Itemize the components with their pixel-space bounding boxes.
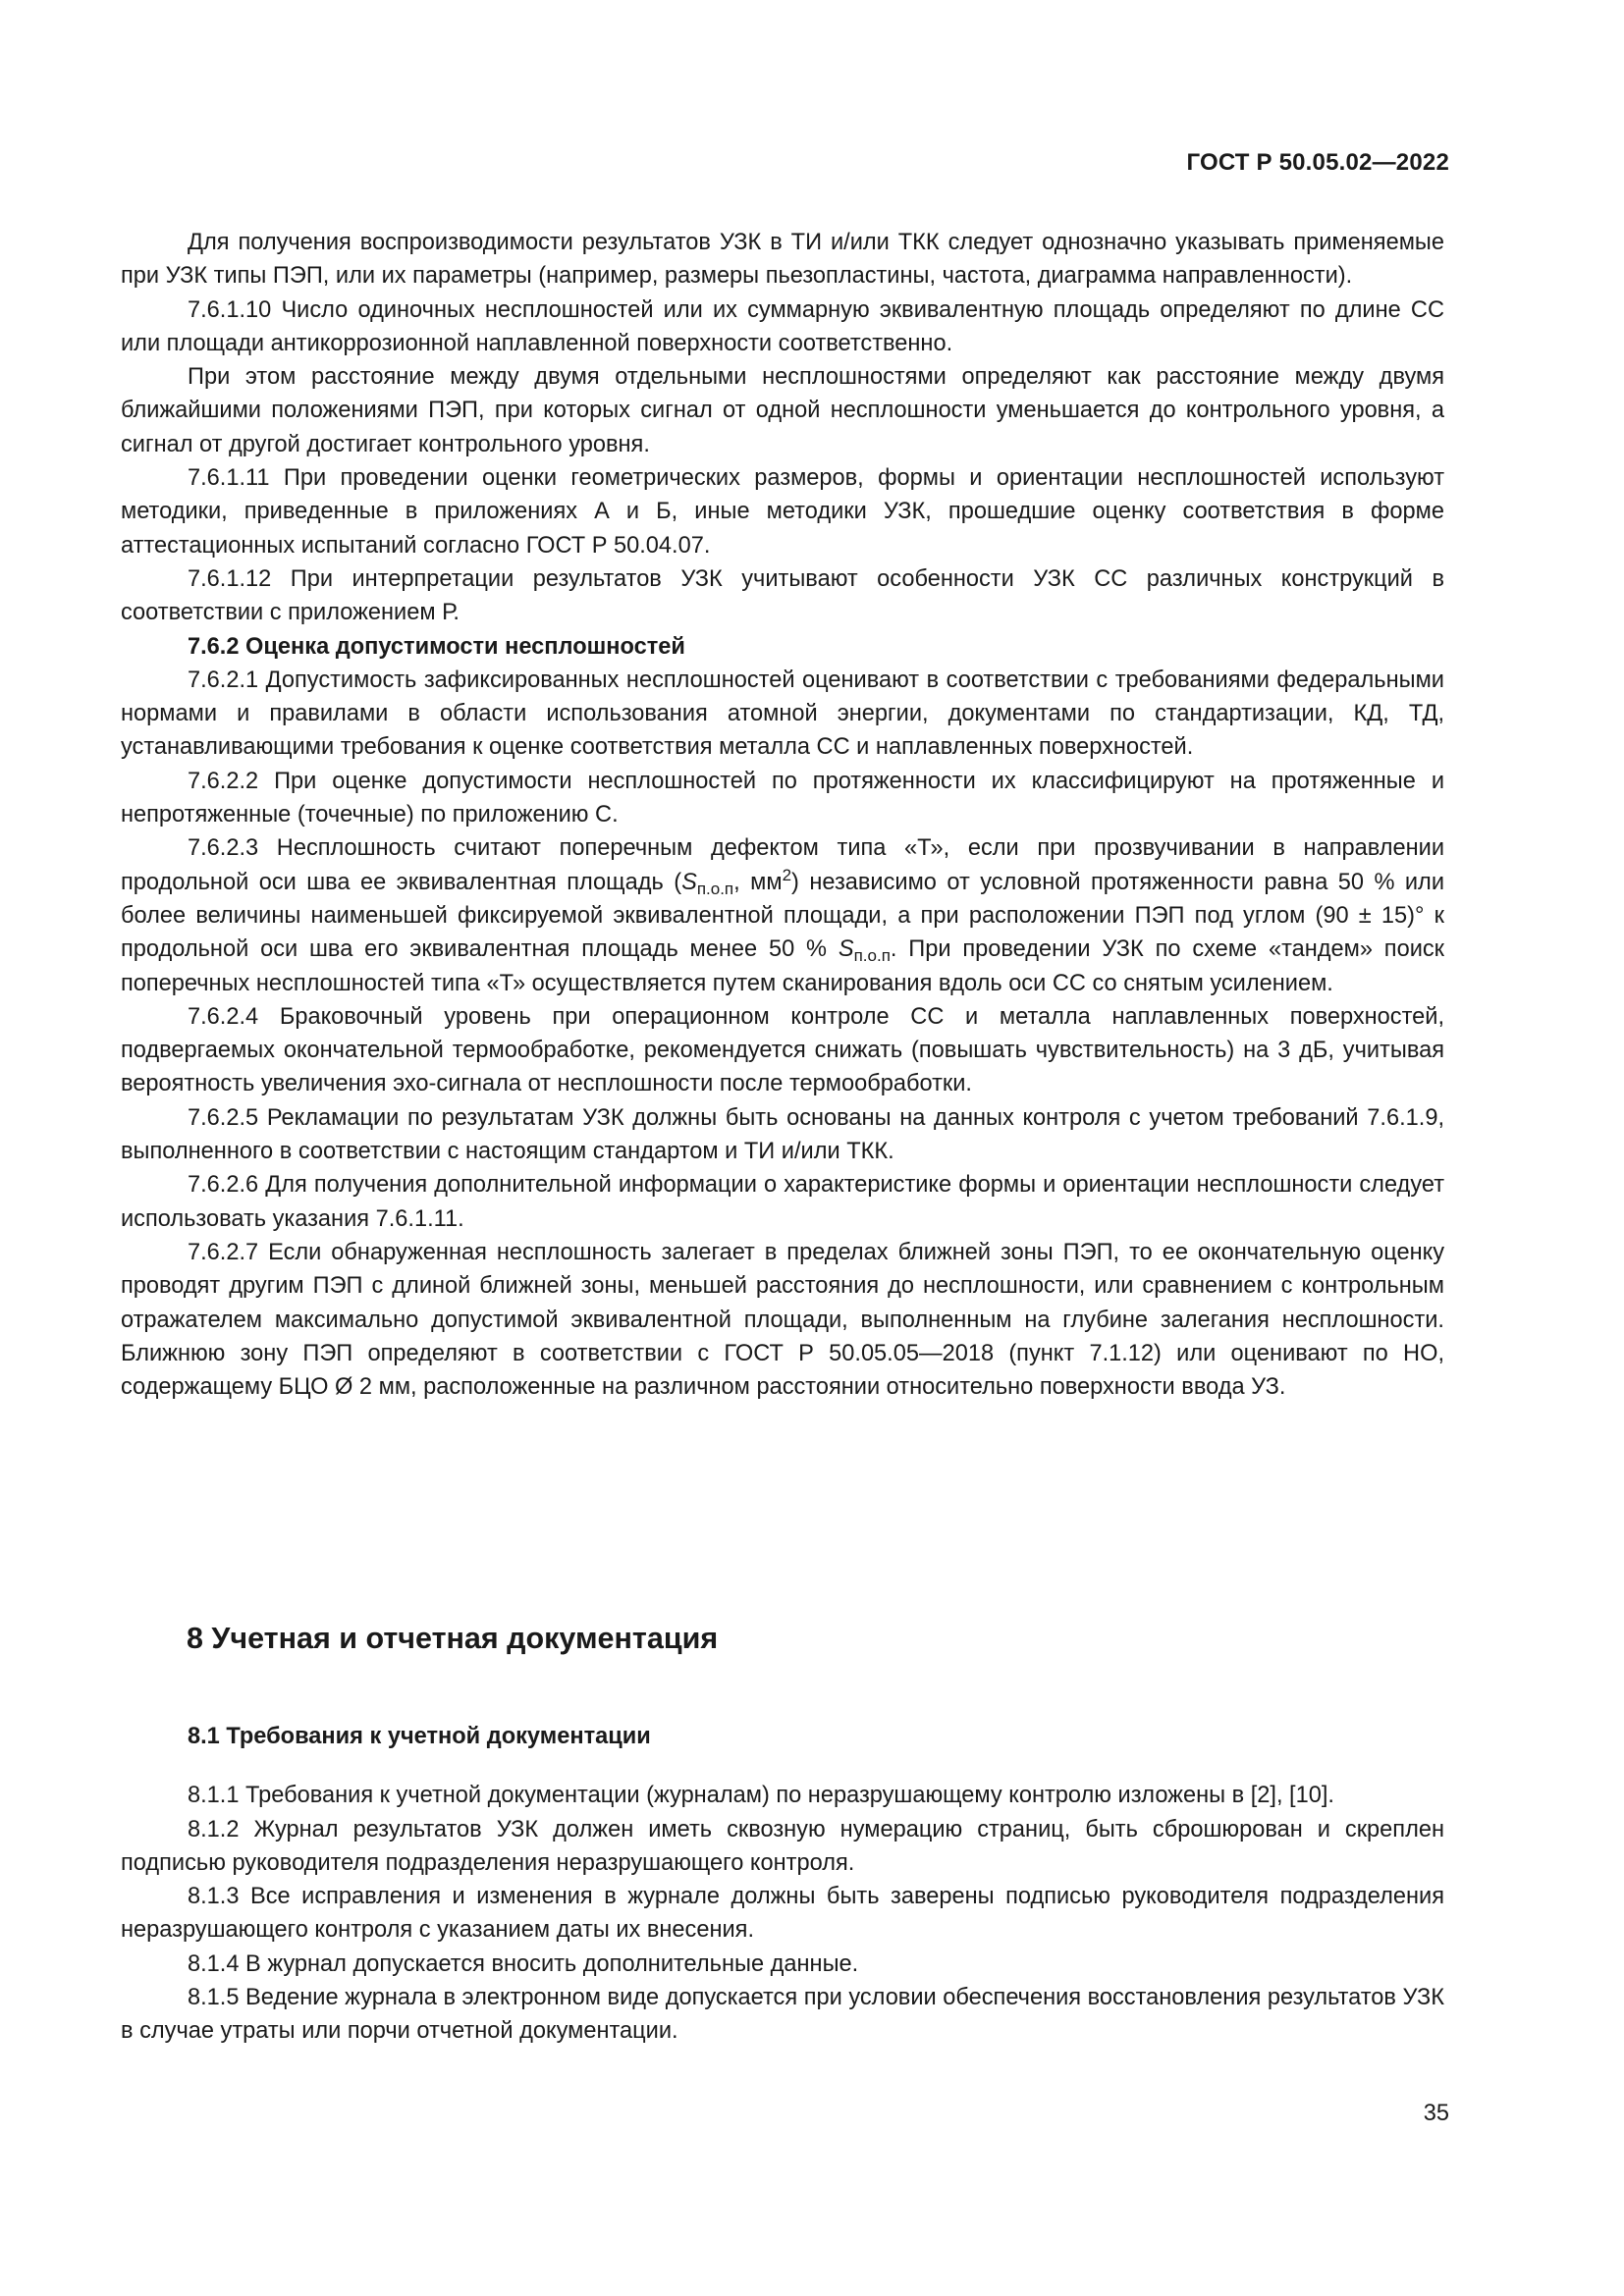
subscript: п.о.п <box>696 879 734 898</box>
subscript: п.о.п <box>853 946 891 966</box>
paragraph: Для получения воспроизводимости результатов УЗК в ТИ и/или ТКК следует однозначно указывать применяемые при УЗК типы ПЭП, или их параметры (например, размеры пьезопластины, частота, диаграмма направленности). <box>121 230 1444 290</box>
paragraph-7-6-2-1: 7.6.2.1 Допустимость зафиксированных несплошностей оценивают в соответствии с требованиями федеральными нормами и правилами в области использования атомной энергии, документами по стандартизации, КД, ТД, устанавливающими требования к оценке соответствия металла СС и наплавленных поверхностей. <box>121 667 1444 761</box>
text-run: , мм <box>733 869 783 895</box>
paragraph-7-6-2-5: 7.6.2.5 Рекламации по результатам УЗК должны быть основаны на данных контроля с учетом требований 7.6.1.9, выполненного в соответствии с настоящим стандартом и ТИ и/или ТКК. <box>121 1104 1444 1165</box>
body-text-8-1 <box>121 1720 1444 2049</box>
paragraph-8-1-3: 8.1.3 Все исправления и изменения в журнале должны быть заверены подписью руководителя подразделения неразрушающего контроля с указанием даты их внесения. <box>121 1884 1444 1944</box>
subsection-heading-7-6-2: 7.6.2 Оценка допустимости несплошностей <box>188 633 685 660</box>
document-code: ГОСТ Р 50.05.02—2022 <box>1186 149 1449 176</box>
symbol-s: S <box>681 869 697 895</box>
paragraph-7-6-2-6: 7.6.2.6 Для получения дополнительной информации о характеристике формы и ориентации несплошности следует использовать указания 7.6.1.11. <box>121 1172 1444 1232</box>
paragraph-7-6-2-2: 7.6.2.2 При оценке допустимости несплошностей по протяженности их классифицируют на протяженные и непротяженные (точечные) по приложению С. <box>121 768 1444 828</box>
paragraph-7-6-2-3 <box>121 831 1444 999</box>
text-run: 7.6.2.3 Несплошность считают поперечным дефектом типа «Т», если при прозвучивании в направлении продольной оси шва ее эквивалентная площадь ( <box>121 835 1444 895</box>
paragraph-8-1-1: 8.1.1 Требования к учетной документации (журналам) по неразрушающему контролю изложены в [2], [10]. <box>188 1783 1334 1809</box>
paragraph-7-6-2-7: 7.6.2.7 Если обнаруженная несплошность залегает в пределах ближней зоны ПЭП, то ее окончательную оценку проводят другим ПЭП с длиной ближней зоны, меньшей расстояния до несплошности, или сравнением с контрольным отражателем максимально допустимой эквивалентной площади, выполненным на глубине залегания несплошности. Ближнюю зону ПЭП определяют в соответствии с ГОСТ Р 50.05.05—2018 (пункт 7.1.12) или оценивают по НО, содержащему БЦО Ø 2 мм, расположенные на различном расстоянии относительно поверхности ввода УЗ. <box>121 1239 1444 1401</box>
paragraph-7-6-2-4: 7.6.2.4 Браковочный уровень при операционном контроле СС и металла наплавленных поверхностей, подвергаемых окончательной термообработке, рекомендуется снижать (повышать чувствительность) на 3 дБ, учитывая вероятность увеличения эхо-сигнала от несплошности после термообработки. <box>121 1003 1444 1097</box>
text-run: . При проведении УЗК по схеме «тандем» поиск поперечных несплошностей типа «Т» осуществляется путем сканирования вдоль оси СС со снятым усилением. <box>121 936 1445 996</box>
paragraph-7-6-1-10: 7.6.1.10 Число одиночных несплошностей или их суммарную эквивалентную площадь определяют по длине СС или площади антикоррозионной наплавленной поверхности соответственно. <box>121 296 1444 356</box>
body-text-7-6 <box>121 226 1444 1404</box>
paragraph-8-1-2: 8.1.2 Журнал результатов УЗК должен иметь сквозную нумерацию страниц, быть сброшюрован и скреплен подписью руководителя подразделения неразрушающего контроля. <box>121 1816 1444 1876</box>
symbol-s: S <box>838 936 854 963</box>
paragraph-7-6-1-12: 7.6.1.12 При интерпретации результатов УЗК учитывают особенности УЗК СС различных конструкций в соответствии с приложением Р. <box>121 565 1444 626</box>
page-number: 35 <box>1423 2101 1449 2126</box>
paragraph: При этом расстояние между двумя отдельными несплошностями определяют как расстояние между двумя ближайшими положениями ПЭП, при которых сигнал от одной несплошности уменьшается до контрольного уровня, а сигнал от другой достигает контрольного уровня. <box>121 364 1444 457</box>
text-run: ) независимо от условной протяженности равна 50 % или более величины наименьшей фиксируемой эквивалентной площади, а при расположении ПЭП под углом (90 ± 15)° к продольной оси шва его эквивалентная площадь менее 50 % <box>121 869 1444 963</box>
paragraph-7-6-1-11: 7.6.1.11 При проведении оценки геометрических размеров, формы и ориентации несплошностей используют методики, приведенные в приложениях А и Б, иные методики УЗК, прошедшие оценку соответствия в форме аттестационных испытаний согласно ГОСТ Р 50.04.07. <box>121 465 1444 559</box>
section-title-8: 8 Учетная и отчетная документация <box>187 1622 719 1655</box>
paragraph-8-1-4: 8.1.4 В журнал допускается вносить дополнительные данные. <box>188 1950 859 1977</box>
subsection-heading-8-1: 8.1 Требования к учетной документации <box>188 1724 651 1749</box>
superscript: 2 <box>782 865 792 884</box>
paragraph-8-1-5: 8.1.5 Ведение журнала в электронном виде допускается при условии обеспечения восстановления результатов УЗК в случае утраты или порчи отчетной документации. <box>121 1985 1444 2045</box>
